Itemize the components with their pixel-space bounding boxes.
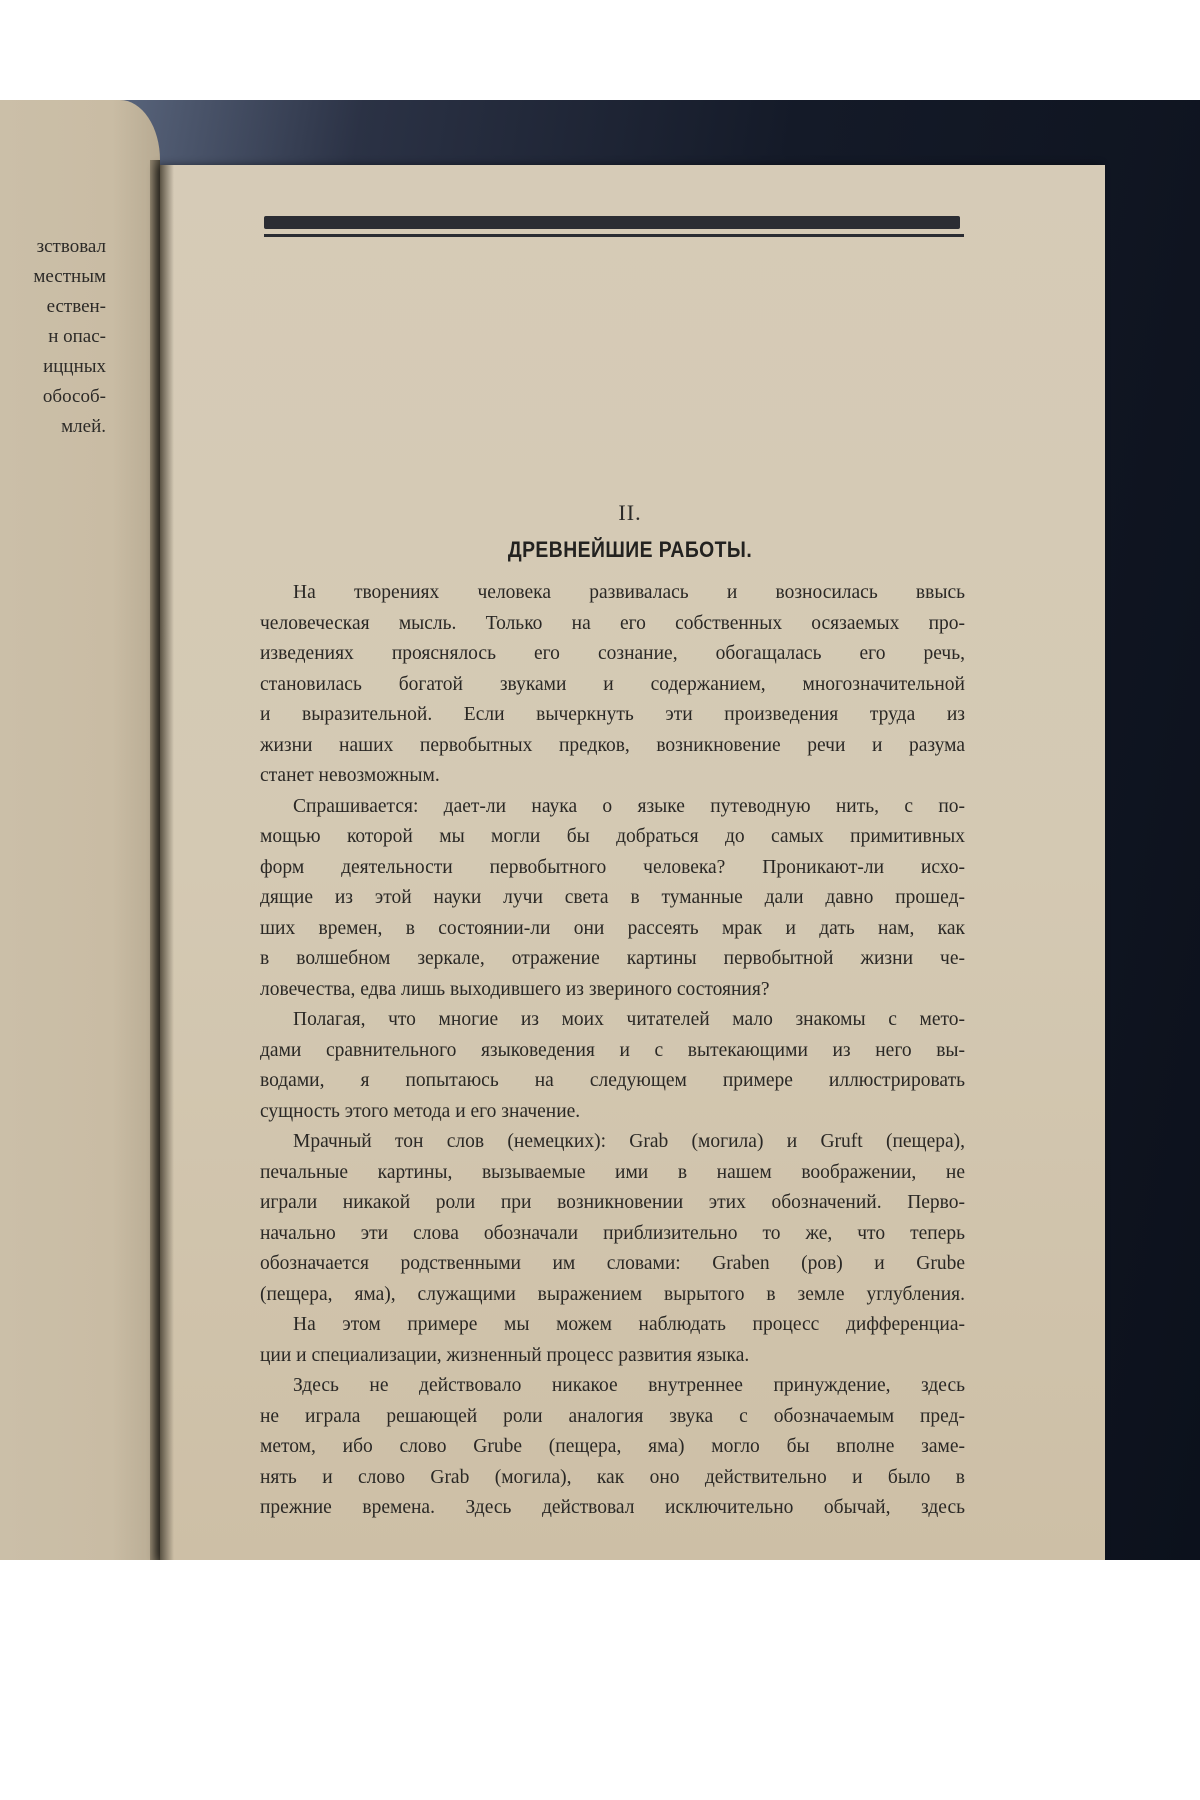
paragraph	[260, 1127, 965, 1310]
left-line: млей.	[61, 416, 106, 437]
text-line: изведениях прояснялось его сознание, обогащалась его речь,	[260, 643, 965, 664]
text-line: обозначается родственными им словами: Graben (ров) и Grube	[260, 1253, 965, 1274]
paragraph	[260, 1371, 965, 1524]
text-line: и выразительной. Если вычеркнуть эти произведения труда из	[260, 704, 965, 725]
text-line: ловечества, едва лишь выходившего из звериного состояния?	[260, 978, 770, 1000]
header-rule-thin	[264, 234, 964, 237]
text-line: не играла решающей роли аналогия звука с обозначаемым пред-	[260, 1405, 965, 1427]
text-line: Спрашивается: дает-ли наука о языке путеводную нить, с по-	[293, 795, 965, 817]
text-line: На этом примере мы можем наблюдать процесс дифференциа-	[293, 1314, 965, 1335]
text-line: ции и специализации, жизненный процесс развития языка.	[260, 1344, 750, 1366]
text-line: жизни наших первобытных предков, возникновение речи и разума	[260, 734, 965, 756]
chapter-title: ДРЕВНЕЙШИЕ РАБОТЫ.	[507, 537, 753, 562]
page-shadow	[160, 165, 174, 1560]
book-gutter	[150, 160, 160, 1560]
paragraph	[260, 1310, 965, 1371]
paragraph	[260, 792, 965, 1006]
left-line: местным	[33, 266, 106, 287]
text-line: На творениях человека развивалась и возносилась ввысь	[293, 582, 965, 603]
book-photo	[0, 100, 1200, 1560]
paragraph	[260, 578, 965, 792]
text-line: печальные картины, вызываемые ими в нашем воображении, не	[260, 1161, 965, 1183]
text-line: (пещера, яма), служащими выражением вырытого в земле углубления.	[260, 1283, 965, 1305]
text-line: Полагая, что многие из моих читателей мало знакомы с мето-	[293, 1009, 965, 1030]
chapter-body	[260, 578, 965, 1524]
text-line: начально эти слова обозначали приблизительно то же, что теперь	[260, 1222, 965, 1244]
left-line: ествен-	[46, 296, 106, 317]
left-page	[0, 100, 160, 1560]
text-line: становилась богатой звуками и содержанием, многозначительной	[260, 673, 965, 695]
text-line: в волшебном зеркале, отражение картины первобытной жизни че-	[260, 948, 965, 969]
text-line: форм деятельности первобытного человека? Проникают-ли исхо-	[260, 856, 965, 878]
left-line: зствовал	[36, 236, 106, 257]
text-line: ших времен, в состоянии-ли они рассеять мрак и дать нам, как	[260, 917, 965, 939]
chapter-number: II.	[618, 500, 642, 525]
text-line: прежние времена. Здесь действовал исключительно обычай, здесь	[260, 1497, 965, 1518]
left-page-text-fragment	[0, 232, 106, 442]
left-line: н опас-	[48, 326, 106, 347]
text-line: станет невозможным.	[260, 765, 440, 786]
text-line: Здесь не действовало никакое внутреннее принуждение, здесь	[293, 1375, 965, 1396]
text-line: дящие из этой науки лучи света в туманные дали давно прошед-	[260, 887, 965, 908]
header-rule-thick	[264, 216, 960, 229]
text-line: мощью которой мы могли бы добраться до самых примитивных	[260, 826, 965, 847]
text-line: метом, ибо слово Grube (пещера, яма) могло бы вполне заме-	[260, 1436, 965, 1457]
text-line: человеческая мысль. Только на его собственных осязаемых про-	[260, 612, 965, 634]
paragraph	[260, 1005, 965, 1127]
left-line: обособ-	[42, 386, 106, 407]
text-line: водами, я попытаюсь на следующем примере иллюстрировать	[260, 1070, 965, 1091]
text-line: играли никакой роли при возникновении этих обозначений. Перво-	[260, 1192, 965, 1213]
text-line: Мрачный тон слов (немецких): Grab (могила) и Gruft (пещера),	[293, 1131, 965, 1152]
left-line: иццных	[43, 356, 106, 377]
text-line: сущность этого метода и его значение.	[260, 1100, 581, 1122]
right-page	[160, 165, 1105, 1560]
text-line: дами сравнительного языковедения и с вытекающими из него вы-	[260, 1039, 965, 1061]
text-line: нять и слово Grab (могила), как оно действительно и было в	[260, 1466, 965, 1488]
